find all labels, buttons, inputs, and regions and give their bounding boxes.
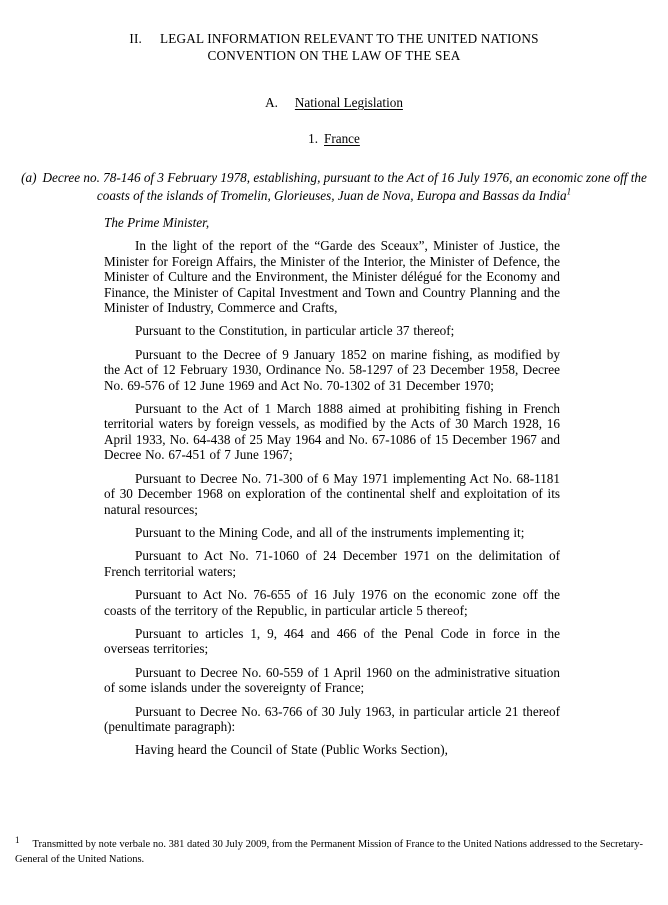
footnote-reference: 1 — [566, 186, 572, 197]
paragraph-act-76-655: Pursuant to Act No. 76-655 of 16 July 1976 on the economic zone off the coasts of the territory of the Republic, in particular article 5 thereof; — [104, 587, 560, 618]
country-name: France — [324, 131, 360, 146]
paragraph-act-71-1060: Pursuant to Act No. 71-1060 of 24 December 1971 on the delimitation of French territorial waters; — [104, 548, 560, 579]
section-title-line-2: CONVENTION ON THE LAW OF THE SEA — [207, 48, 461, 63]
paragraph-council-of-state: Having heard the Council of State (Public Works Section), — [135, 742, 448, 758]
paragraph-act-1888: Pursuant to the Act of 1 March 1888 aimed at prohibiting fishing in French territorial waters by foreign vessels, as modified by the Acts of 30 March 1928, 16 April 1933, No. 64-438 of 25 May 1964 and No. 67-1086 of 15 December 1967 and Decree No. 67-451 of 7 June 1967; — [104, 401, 560, 463]
section-title-text: LEGAL INFORMATION RELEVANT TO THE UNITED NATIONS — [160, 31, 539, 46]
paragraph-decree-1852: Pursuant to the Decree of 9 January 1852 on marine fishing, as modified by the Act of 12 February 1930, Ordinance No. 58-1297 of 23 December 1958, Decree No. 69-576 of 12 June 1969 and Act No. 70-1302 of 31 December 1970; — [104, 346, 560, 393]
section-title-line-1 — [0, 30, 668, 47]
footnote-text: Transmitted by note verbale no. 381 dated 30 July 2009, from the Permanent Mission of France to the United Nations addressed to the Secretary-General of the United Nations. — [15, 839, 644, 865]
document-body — [104, 215, 560, 758]
subsection-letter: A. — [265, 95, 278, 110]
subsection-heading — [0, 95, 668, 111]
subsection-title: National Legislation — [294, 95, 403, 110]
instrument-title: Decree no. 78-146 of 3 February 1978, establishing, pursuant to the Act of 16 July 1976, an economic zone off the coasts of the islands of Tromelin, Glorieuses, Juan de Nova, Europa and Bassas da India — [42, 170, 647, 203]
salutation: The Prime Minister, — [104, 215, 210, 230]
instrument-heading — [14, 169, 654, 204]
instrument-label: (a) — [21, 170, 37, 185]
country-heading — [0, 131, 668, 147]
country-number: 1. — [308, 131, 318, 146]
footnote — [15, 834, 645, 867]
document-title — [0, 0, 668, 64]
paragraph-penal-code: Pursuant to articles 1, 9, 464 and 466 of the Penal Code in force in the overseas territories; — [104, 625, 560, 657]
paragraph-decree-71-300: Pursuant to Decree No. 71-300 of 6 May 1971 implementing Act No. 68-1181 of 30 December 1968 on exploration of the continental shelf and exploitation of its natural resources; — [104, 470, 560, 517]
paragraph-constitution: Pursuant to the Constitution, in particular article 37 thereof; — [135, 323, 455, 339]
paragraph-decree-63-766: Pursuant to Decree No. 63-766 of 30 July 1963, in particular article 21 thereof (penultimate paragraph): — [104, 703, 560, 734]
section-number: II. — [129, 31, 143, 46]
paragraph-preamble-ministers: In the light of the report of the “Garde des Sceaux”, Minister of Justice, the Minister for Foreign Affairs, the Minister of the Interior, the Minister of Defence, the Minister of Culture and the Environment, the Minister délégué for the Economy and Finance, the Minister of Capital Investment and Town and Country Planning and the Minister of Industry, Commerce and Crafts, — [104, 238, 560, 316]
footnote-marker: 1 — [15, 834, 20, 845]
paragraph-mining-code: Pursuant to the Mining Code, and all of the instruments implementing it; — [135, 524, 525, 540]
paragraph-decree-60-559: Pursuant to Decree No. 60-559 of 1 April 1960 on the administrative situation of some islands under the sovereignty of France; — [104, 664, 560, 696]
